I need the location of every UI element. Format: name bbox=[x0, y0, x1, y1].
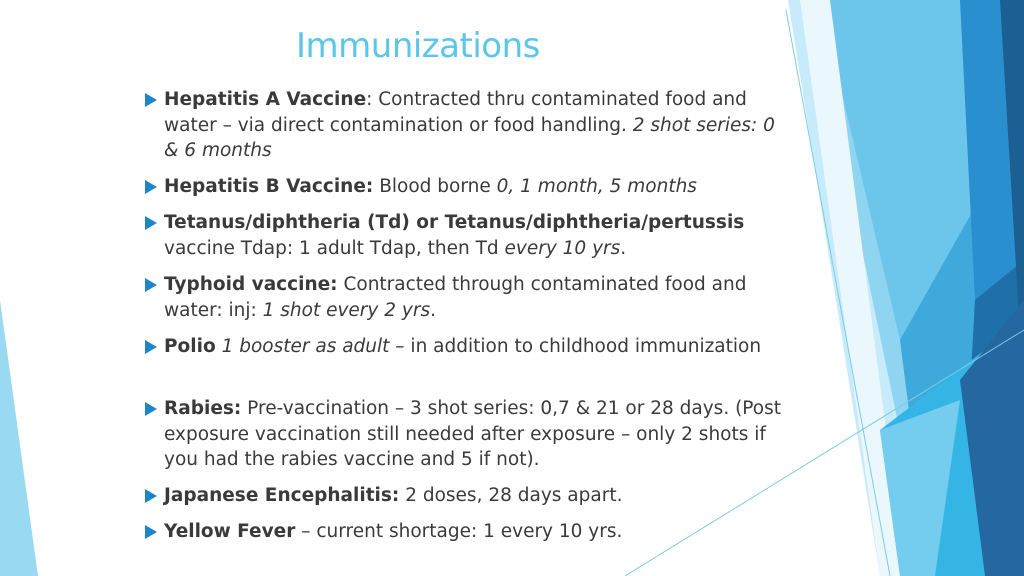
bullet-text bbox=[164, 174, 785, 200]
bullet-separator: : bbox=[366, 89, 379, 110]
bullet-japanese-encephalitis bbox=[145, 483, 785, 509]
bullet-italic: 0, 1 month, 5 months bbox=[496, 176, 697, 197]
bullet-label: Typhoid vaccine: bbox=[164, 274, 338, 295]
bullet-label: Yellow Fever bbox=[164, 521, 296, 542]
bullet-rabies bbox=[145, 396, 785, 473]
bullet-body: vaccine Tdap: 1 adult Tdap, then Td bbox=[164, 237, 505, 259]
bullet-italic: 2 shot series: 0 & 6 months bbox=[164, 114, 775, 161]
bullet-label: Hepatitis A Vaccine bbox=[164, 89, 367, 110]
bullet-label: Rabies: bbox=[164, 398, 242, 419]
bullet-hepatitis-b bbox=[145, 174, 785, 200]
bullet-italic: 1 shot every 2 yrs bbox=[262, 299, 431, 321]
bullet-text bbox=[164, 272, 785, 323]
bullet-tetanus bbox=[145, 210, 785, 261]
bullet-typhoid bbox=[145, 272, 785, 323]
bullet-tail: . bbox=[620, 237, 627, 259]
bullet-hepatitis-a bbox=[145, 87, 785, 164]
bullet-body: 2 doses, 28 days apart. bbox=[399, 485, 623, 506]
bullet-arrow-icon bbox=[145, 278, 157, 292]
bullet-label: Polio bbox=[164, 336, 216, 357]
bullet-italic: 1 booster as adult bbox=[221, 336, 390, 357]
bullet-arrow-icon bbox=[145, 525, 157, 539]
bullet-body: Blood borne bbox=[373, 176, 497, 197]
bullet-label: Hepatitis B Vaccine: bbox=[164, 176, 374, 197]
bullet-arrow-icon bbox=[145, 402, 157, 416]
bullet-body: – current shortage: 1 every 10 yrs. bbox=[295, 521, 623, 542]
bullet-arrow-icon bbox=[145, 340, 157, 354]
bullet-text bbox=[164, 210, 785, 261]
bullet-label: Japanese Encephalitis: bbox=[164, 485, 400, 506]
bullet-yellow-fever bbox=[145, 519, 785, 545]
bullet-text bbox=[164, 334, 785, 360]
bullet-text bbox=[164, 396, 785, 473]
bullet-body: Pre-vaccination – 3 shot series: 0,7 & 21 or 28 days. (Post exposure vaccination still needed after exposure – only 2 shots if you had the rabies vaccine and 5 if not). bbox=[164, 398, 782, 470]
bullet-body: Contracted through contaminated food and water: inj: bbox=[164, 274, 747, 321]
bullet-text bbox=[164, 483, 785, 509]
bullet-text bbox=[164, 519, 785, 545]
bullet-arrow-icon bbox=[145, 93, 157, 107]
bullet-body: Contracted thru contaminated food and water – via direct contamination or food handling. bbox=[164, 89, 747, 136]
bullet-label: Tetanus/diphtheria (Td) or Tetanus/diphtheria/pertussis bbox=[164, 212, 745, 233]
bullet-polio bbox=[145, 334, 785, 360]
bullet-tail: . bbox=[430, 299, 436, 321]
bullet-arrow-icon bbox=[145, 180, 157, 194]
slide-title: Immunizations bbox=[296, 26, 540, 66]
bullet-tail: – in addition to childhood immunization bbox=[389, 336, 762, 357]
bullet-italic: every 10 yrs bbox=[504, 237, 621, 259]
bullet-text bbox=[164, 87, 785, 164]
bullet-arrow-icon bbox=[145, 489, 157, 503]
bullet-arrow-icon bbox=[145, 216, 157, 230]
